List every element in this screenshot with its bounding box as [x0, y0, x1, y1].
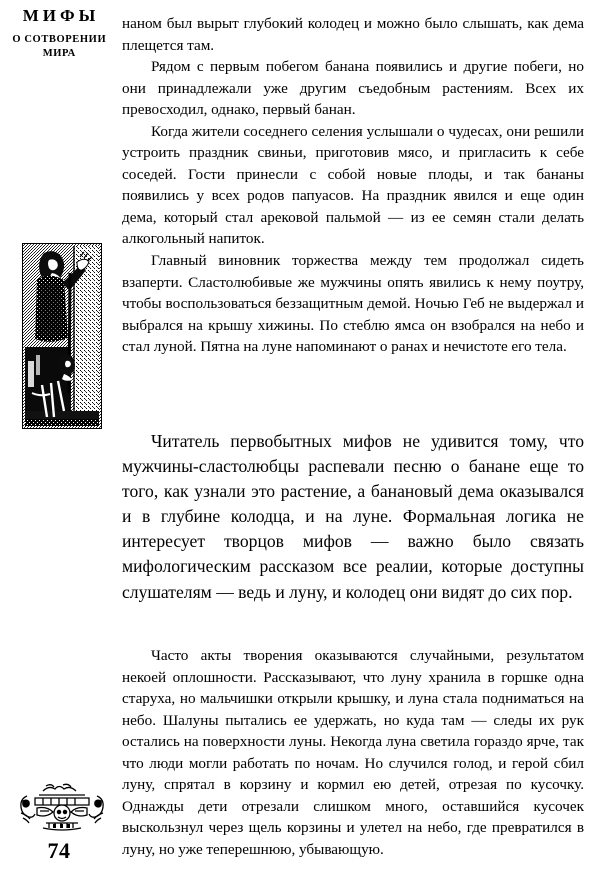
left-margin-column: [0, 0, 118, 872]
main-text-column: [122, 0, 584, 872]
page-number: 74: [47, 838, 71, 863]
running-head-subtitle-line2: МИРА: [42, 48, 76, 59]
page-ornament: [13, 782, 111, 832]
text-section-middle: [122, 429, 584, 605]
paragraph: Читатель первобытных мифов не удивится тому, что мужчины-сластолюбцы распевали песню о банане еще то того, как узнали это растение, а банановый дема оказывался и в глубине колодца, и на луне. Формальная логика не интересует творцов мифов — важно было связать мифологическим рассказом все реалии, которые доступны слушателям — ведь и луну, и колодец они видят до сих пор.: [122, 431, 584, 602]
running-head-subtitle-line1: О СОТВОРЕНИИ: [12, 34, 107, 45]
ornament-icon: [13, 782, 111, 832]
paragraph: Главный виновник торжества между тем продолжал сидеть взаперти. Сластолюбивые же мужчины опять явились к нему поутру, чтобы воспользоваться беззащитным демой. Ночью Геб не выдержал и выбрался на крышу хижины. По стеблю ямса он взобрался на небо и стал луной. Пятна на луне напоминают о ранах и нечистоте его тела.: [122, 252, 584, 356]
paragraph: Часто акты творения оказываются случайными, результатом некоей оплошности. Рассказывают, что луну хранила в горшке одна старуха, но мальчишки открыли крышку, и луна стала подниматься на небо. Шалуны пытались ее удержать, но куда там — следы их рук остались на поверхности луны. Некогда луна светила гораздо ярче, так что люди могли работать по ночам. Но случился голод, и герой сбил луну, спрятал в корзину и кормил ею детей, отрезая по кусочку. Однажды дети отрезали слишком много, оставшийся кусочек выскользнул через щель корзины и улетел на небо, где превратился в луну, но уже теперешнюю, убывающую.: [122, 647, 584, 858]
running-head: [0, 6, 118, 61]
paragraph: Рядом с первым побегом банана появились и другие побеги, но они принадлежали уже другим съедобным растениям. Всех их превосходил, однако, первый банан.: [122, 58, 584, 119]
running-head-title: МИФЫ: [22, 6, 100, 25]
margin-illustration: [22, 243, 102, 429]
text-section-top: [122, 13, 584, 358]
woodcut-figure-icon: [22, 243, 102, 429]
paragraph: наном был вырыт глубокий колодец и можно было слышать, как дема плещется там.: [122, 15, 584, 54]
text-section-bottom: [122, 645, 584, 860]
paragraph: Когда жители соседнего селения услышали о чудесах, они решили устроить праздник свиньи, приготовив мясо, и пригласить к себе соседей. Гости принесли с собой новые плоды, и так бананы появились у всех родов папуасов. На праздник явился и еще один дема, который стал арековой пальмой — из ее семян стали делать алкогольный напиток.: [122, 122, 584, 248]
